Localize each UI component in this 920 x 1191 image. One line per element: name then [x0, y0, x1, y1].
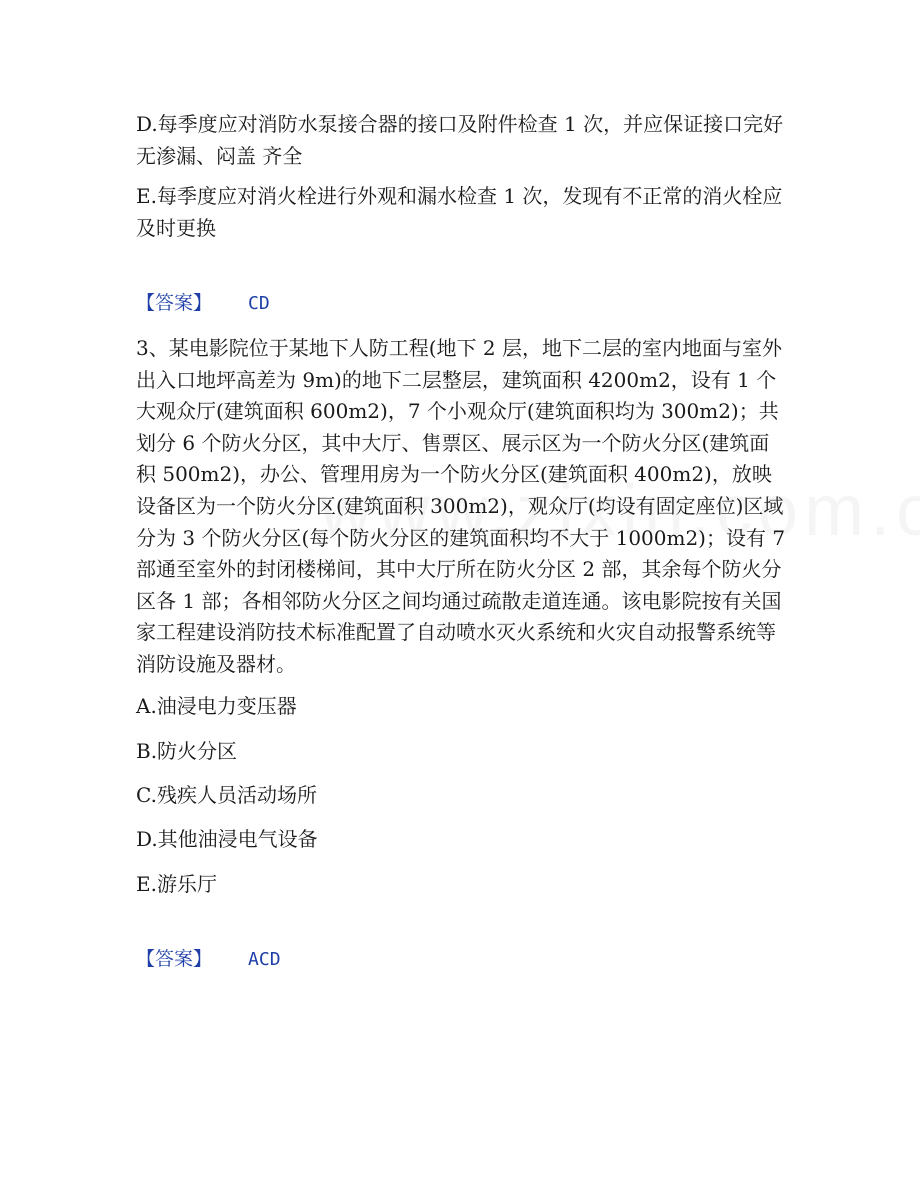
answer-label: 【答案】 [136, 948, 213, 970]
option-d: D.其他油浸电气设备 [136, 827, 318, 851]
question-3-text: 3、某电影院位于某地下人防工程(地下 2 层，地下二层的室内地面与室外出入口地坪高差为 9m)的地下二层整层，建筑面积 4200m2，设有 1 个大观众厅(建筑面积 600m2)，7 个小观众厅(建筑面积均为 300m2)；共划分 6 个防火分区，其中大厅、售票区、展示区为一个防火分区(建筑面积 500m2)，办公、管理用房为一个防火分区(建筑面积 400m2)，放映设备区为一个防火分区(建筑面积 300m2)，观众厅(均设有固定座位)区域分为 3 个防火分区(每个防火分区的建筑面积均不大于 1000m2)；设有 7 部通至室外的封闭楼梯间，其中大厅所在防火分区 2 部，其余每个防火分区各 1 部；各相邻防火分区之间均通过疏散走道连通。该电影院按有关国家工程建设消防技术标准配置了自动喷水灭火系统和火灾自动报警系统等消防设施及器材。 [136, 336, 786, 676]
answer-row-2 [136, 944, 281, 975]
option-e: E.游乐厅 [136, 872, 217, 896]
option-d-previous: D.每季度应对消防水泵接合器的接口及附件检查 1 次，并应保证接口完好无渗漏、闷盖 齐全 [136, 112, 784, 168]
option-a: A.油浸电力变压器 [136, 694, 297, 718]
answer-row-1 [136, 288, 270, 319]
answer-value: ACD [248, 949, 281, 970]
answer-label: 【答案】 [136, 292, 213, 314]
answer-value: CD [248, 293, 270, 314]
option-e-previous: E.每季度应对消火栓进行外观和漏水检查 1 次，发现有不正常的消火栓应及时更换 [136, 184, 783, 240]
option-c: C.残疾人员活动场所 [136, 783, 317, 807]
option-b: B.防火分区 [136, 739, 238, 763]
